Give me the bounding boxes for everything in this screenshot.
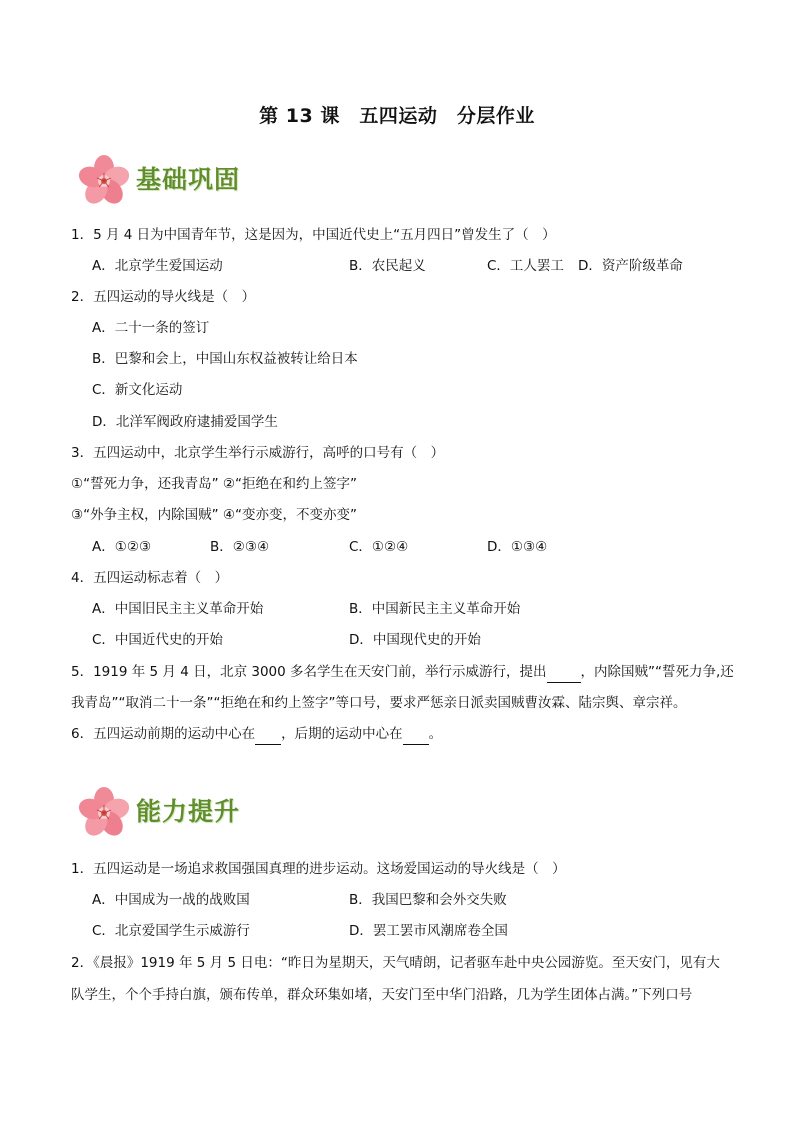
question-2-stem: 2．五四运动的导火线是（ ） xyxy=(71,289,256,305)
question-6-text-2: ，后期的运动中心在 xyxy=(281,726,403,742)
page-title: 第 13 课 五四运动 分层作业 xyxy=(259,105,535,127)
answer-blank[interactable] xyxy=(255,724,281,745)
question-3-option-c: C．①②④ xyxy=(349,539,409,555)
answer-blank[interactable] xyxy=(547,662,581,683)
question-1-option-a: A．北京学生爱国运动 xyxy=(92,258,223,274)
question-1-option-c: C．工人罢工 xyxy=(487,258,564,274)
question-2-option-d: D．北洋军阀政府逮捕爱国学生 xyxy=(92,414,278,430)
question-6-text-1: 6．五四运动前期的运动中心在 xyxy=(71,726,256,742)
question-4-option-d: D．中国现代史的开始 xyxy=(349,632,481,648)
question-4-option-b: B．中国新民主主义革命开始 xyxy=(349,601,521,617)
plum-blossom-icon xyxy=(74,152,134,208)
question-6-text-3: 。 xyxy=(428,726,443,742)
question-2-option-c: C．新文化运动 xyxy=(92,382,183,398)
question-3-statements-1: ①“誓死力争，还我青岛” ②“拒绝在和约上签字” xyxy=(71,476,357,492)
question-3-option-b: B．②③④ xyxy=(210,539,270,555)
question-1-option-b: B．农民起义 xyxy=(349,258,426,274)
plum-blossom-icon xyxy=(74,784,134,840)
question-3-option-d: D．①③④ xyxy=(487,539,548,555)
section-title-advanced: 能力提升 xyxy=(136,797,241,826)
question-4-stem: 4．五四运动标志着（ ） xyxy=(71,570,229,586)
question-4-option-a: A．中国旧民主主义革命开始 xyxy=(92,601,264,617)
question-1-stem: 1．5 月 4 日为中国青年节，这是因为，中国近代史上“五月四日”曾发生了（ ） xyxy=(71,227,556,243)
question-5-text-1: 5．1919 年 5 月 4 日，北京 3000 多名学生在天安门前，举行示威游行，提出 xyxy=(71,664,547,680)
question-5-text-2: ，内除国贼”“誓死力争,还 xyxy=(580,664,734,680)
question-2-option-a: A．二十一条的签订 xyxy=(92,320,210,336)
advanced-question-2-line-1: 2．《晨报》1919 年 5 月 5 日电：“昨日为星期天，天气晴朗，记者驱车赴中央公园游览。至天安门，见有大 xyxy=(71,955,720,971)
question-2-option-b: B．巴黎和会上，中国山东权益被转让给日本 xyxy=(92,351,358,367)
advanced-question-1-option-a: A．中国成为一战的战败国 xyxy=(92,892,250,908)
question-4-option-c: C．中国近代史的开始 xyxy=(92,632,223,648)
advanced-question-1-option-d: D．罢工罢市风潮席卷全国 xyxy=(349,923,508,939)
question-5-line-2: 我青岛”“取消二十一条”“拒绝在和约上签字”等口号，要求严惩亲日派卖国贼曹汝霖、陆宗舆、章宗祥。 xyxy=(71,695,687,711)
question-3-option-a: A．①②③ xyxy=(92,539,152,555)
section-title-basic: 基础巩固 xyxy=(136,165,241,194)
question-5-line-1 xyxy=(71,662,734,683)
question-6-line xyxy=(71,724,442,745)
advanced-question-1-option-c: C．北京爱国学生示威游行 xyxy=(92,923,250,939)
advanced-question-2-line-2: 队学生，个个手持白旗，颁布传单，群众环集如堵，天安门至中华门沿路，几为学生团体占满。”下列口号 xyxy=(71,987,693,1003)
answer-blank[interactable] xyxy=(403,724,429,745)
question-3-statements-2: ③“外争主权，内除国贼” ④“变亦变，不变亦变” xyxy=(71,507,357,523)
advanced-question-1-stem: 1．五四运动是一场追求救国强国真理的进步运动。这场爱国运动的导火线是（ ） xyxy=(71,861,566,877)
question-1-option-d: D．资产阶级革命 xyxy=(578,258,683,274)
question-3-stem: 3．五四运动中，北京学生举行示威游行，高呼的口号有（ ） xyxy=(71,445,445,461)
advanced-question-1-option-b: B．我国巴黎和会外交失败 xyxy=(349,892,507,908)
